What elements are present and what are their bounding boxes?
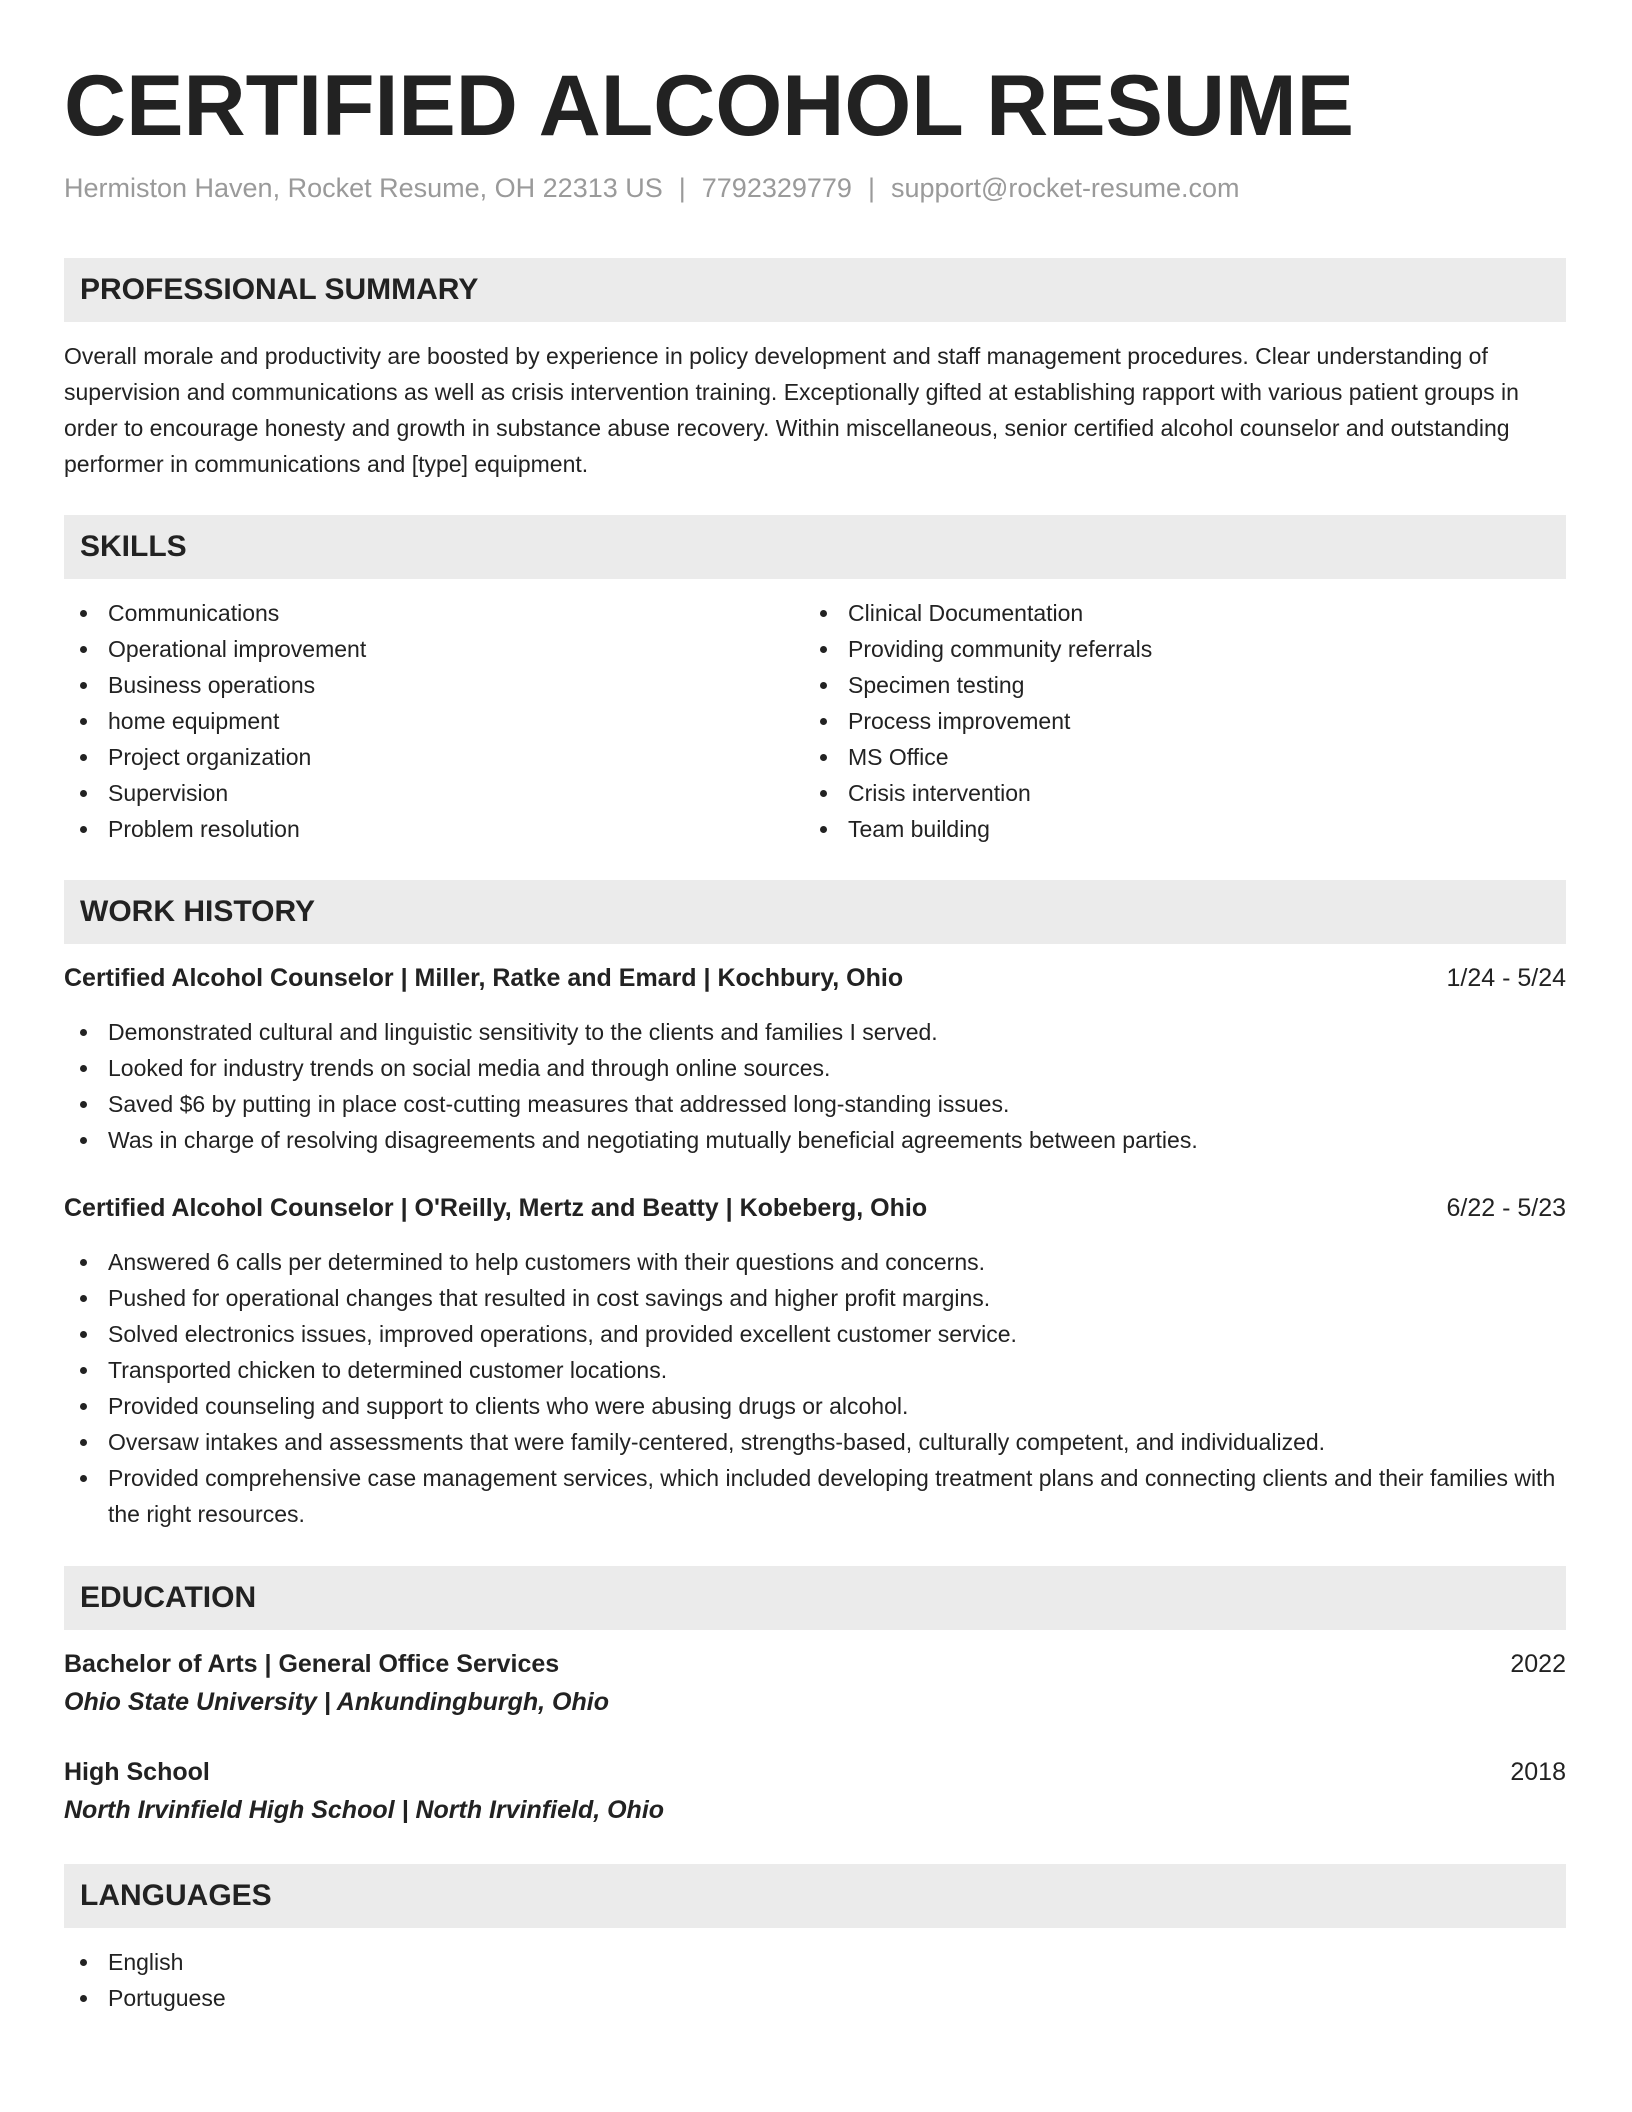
skills-list-right — [804, 595, 1544, 847]
education-entry — [64, 1754, 1566, 1828]
skill-item: Operational improvement — [64, 631, 804, 667]
education-entry — [64, 1646, 1566, 1720]
education-school: Ohio State University | Ankundingburgh, Ohio — [64, 1688, 609, 1716]
skill-item: MS Office — [804, 739, 1544, 775]
job-entry — [64, 1190, 1566, 1532]
skills-columns — [64, 595, 1566, 847]
skill-item: home equipment — [64, 703, 804, 739]
skill-item: Specimen testing — [804, 667, 1544, 703]
job-bullet: Was in charge of resolving disagreements and negotiating mutually beneficial agreements between parties. — [64, 1122, 1566, 1158]
education-header — [64, 1646, 1566, 1682]
section-header-work: WORK HISTORY — [64, 880, 1566, 944]
education-degree: Bachelor of Arts | General Office Services — [64, 1650, 560, 1678]
skill-item: Process improvement — [804, 703, 1544, 739]
job-header — [64, 1190, 1566, 1226]
job-bullet: Provided comprehensive case management services, which included developing treatment plans and connecting clients and their families with the right resources. — [64, 1460, 1566, 1532]
job-bullet: Transported chicken to determined customer locations. — [64, 1352, 1566, 1388]
section-header-education: EDUCATION — [64, 1566, 1566, 1630]
skill-item: Problem resolution — [64, 811, 804, 847]
summary-text: Overall morale and productivity are boosted by experience in policy development and staff management procedures. Clear understanding of supervision and communications as well as crisis intervention training. Exceptionally gifted at establishing rapport with various patient groups in order to encourage honesty and growth in substance abuse recovery. Within miscellaneous, senior certified alcohol counselor and outstanding performer in communications and [type] equipment. — [64, 343, 1519, 477]
skill-item: Providing community referrals — [804, 631, 1544, 667]
section-header-skills: SKILLS — [64, 515, 1566, 579]
section-header-summary: PROFESSIONAL SUMMARY — [64, 258, 1566, 322]
skill-item: Communications — [64, 595, 804, 631]
contact-separator: | — [678, 173, 686, 203]
contact-email: support@rocket-resume.com — [890, 173, 1240, 203]
education-header — [64, 1754, 1566, 1790]
language-item: Portuguese — [64, 1980, 1566, 2016]
job-title: Certified Alcohol Counselor | Miller, Ratke and Emard | Kochbury, Ohio — [64, 964, 904, 992]
job-header — [64, 960, 1566, 996]
resume-name: CERTIFIED ALCOHOL RESUME — [64, 58, 1355, 154]
skills-list-left — [64, 595, 804, 847]
contact-phone: 7792329779 — [701, 173, 852, 203]
education-year: 2018 — [1510, 1758, 1566, 1786]
job-bullet: Demonstrated cultural and linguistic sensitivity to the clients and families I served. — [64, 1014, 1566, 1050]
skill-item: Supervision — [64, 775, 804, 811]
job-entry — [64, 960, 1566, 1158]
job-dates: 6/22 - 5/23 — [1446, 1194, 1566, 1222]
languages-list — [64, 1944, 1566, 2016]
job-dates: 1/24 - 5/24 — [1446, 964, 1566, 992]
skill-item: Team building — [804, 811, 1544, 847]
job-bullet: Pushed for operational changes that resulted in cost savings and higher profit margins. — [64, 1280, 1566, 1316]
job-bullet: Saved $6 by putting in place cost-cutting measures that addressed long-standing issues. — [64, 1086, 1566, 1122]
job-bullet: Looked for industry trends on social media and through online sources. — [64, 1050, 1566, 1086]
language-item: English — [64, 1944, 1566, 1980]
job-bullet: Provided counseling and support to clients who were abusing drugs or alcohol. — [64, 1388, 1566, 1424]
skill-item: Project organization — [64, 739, 804, 775]
job-bullet: Solved electronics issues, improved operations, and provided excellent customer service. — [64, 1316, 1566, 1352]
skill-item: Clinical Documentation — [804, 595, 1544, 631]
education-school: North Irvinfield High School | North Irvinfield, Ohio — [64, 1796, 665, 1824]
job-title: Certified Alcohol Counselor | O'Reilly, Mertz and Beatty | Kobeberg, Ohio — [64, 1194, 928, 1222]
job-bullets — [64, 1014, 1566, 1158]
resume-page — [64, 0, 1566, 2016]
education-year: 2022 — [1510, 1650, 1566, 1678]
contact-address: Hermiston Haven, Rocket Resume, OH 22313 US — [64, 173, 663, 203]
skill-item: Business operations — [64, 667, 804, 703]
skill-item: Crisis intervention — [804, 775, 1544, 811]
contact-separator: | — [867, 173, 875, 203]
job-bullets — [64, 1244, 1566, 1532]
section-header-languages: LANGUAGES — [64, 1864, 1566, 1928]
contact-line — [64, 170, 1566, 206]
job-bullet: Oversaw intakes and assessments that were family-centered, strengths-based, culturally competent, and individualized. — [64, 1424, 1566, 1460]
job-bullet: Answered 6 calls per determined to help customers with their questions and concerns. — [64, 1244, 1566, 1280]
education-degree: High School — [64, 1758, 210, 1786]
